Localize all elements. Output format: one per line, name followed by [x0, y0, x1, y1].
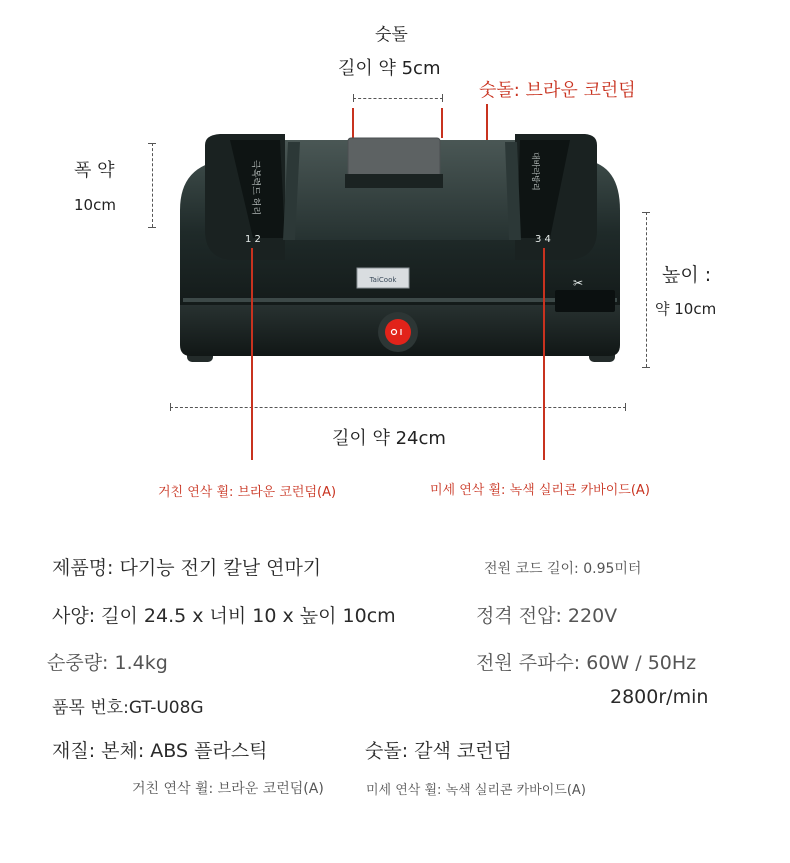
stone-title: 숫돌: [375, 25, 408, 45]
right-slot-text: 대바라방리: [531, 152, 540, 191]
spec-weight: 순중량: 1.4kg: [47, 652, 168, 674]
spec-fine-wheel: 미세 연삭 휠: 녹색 실리콘 카바이드(A): [366, 783, 586, 798]
spec-stone: 숫돌: 갈색 코런덤: [365, 740, 512, 762]
width-label: 폭 약: [74, 160, 115, 181]
stone-length-label: 길이 약 5cm: [338, 58, 441, 79]
spec-size: 사양: 길이 24.5 x 너비 10 x 높이 10cm: [52, 605, 396, 627]
height-value: 약 10cm: [655, 300, 717, 318]
slot-numbers-left: 1 2: [245, 234, 261, 245]
stone-length-tick-right: [442, 94, 443, 102]
total-length-dimension-line: [170, 407, 626, 408]
total-length-tick-right: [625, 403, 626, 411]
fine-wheel-pointer: [543, 248, 545, 460]
height-dimension-line: [646, 212, 647, 367]
spec-product-name: 제품명: 다기능 전기 칼날 연마기: [52, 557, 322, 579]
height-tick-bottom: [642, 367, 650, 368]
spec-cord-length: 전원 코드 길이: 0.95미터: [484, 561, 642, 577]
spec-power: 전원 주파수: 60W / 50Hz: [476, 652, 697, 674]
fine-wheel-note: 미세 연삭 휠: 녹색 실리콘 카바이드(A): [430, 483, 650, 498]
spec-speed: 2800r/min: [610, 686, 709, 708]
spec-material: 재질: 본체: ABS 플라스틱: [52, 740, 268, 762]
width-value: 10cm: [74, 196, 116, 214]
total-length-label: 길이 약 24cm: [332, 428, 446, 449]
stone-length-tick-left: [353, 94, 354, 102]
svg-text:✂: ✂: [573, 276, 584, 290]
stone-material-label: 숫돌: 브라운 코런덤: [479, 80, 636, 101]
height-label: 높이 :: [662, 264, 712, 286]
left-slot-text: 극복력드 허리: [250, 160, 260, 216]
spec-coarse-wheel: 거친 연삭 휠: 브라운 코런덤(A): [132, 781, 324, 797]
spec-voltage: 정격 전압: 220V: [476, 605, 618, 627]
brand-logo: TaiCook: [369, 276, 397, 284]
slot-numbers-right: 3 4: [535, 234, 551, 245]
total-length-tick-left: [170, 403, 171, 411]
width-tick-top: [148, 143, 156, 144]
knife-sharpener-image: [165, 120, 635, 380]
coarse-wheel-note: 거친 연삭 휠: 브라운 코런덤(A): [158, 485, 337, 500]
width-dimension-line: [152, 143, 153, 227]
width-tick-bottom: [148, 227, 156, 228]
stone-length-dimension-line: [353, 98, 443, 99]
height-tick-top: [642, 212, 650, 213]
coarse-wheel-pointer: [251, 248, 253, 460]
spec-model: 품목 번호:GT-U08G: [52, 698, 204, 718]
